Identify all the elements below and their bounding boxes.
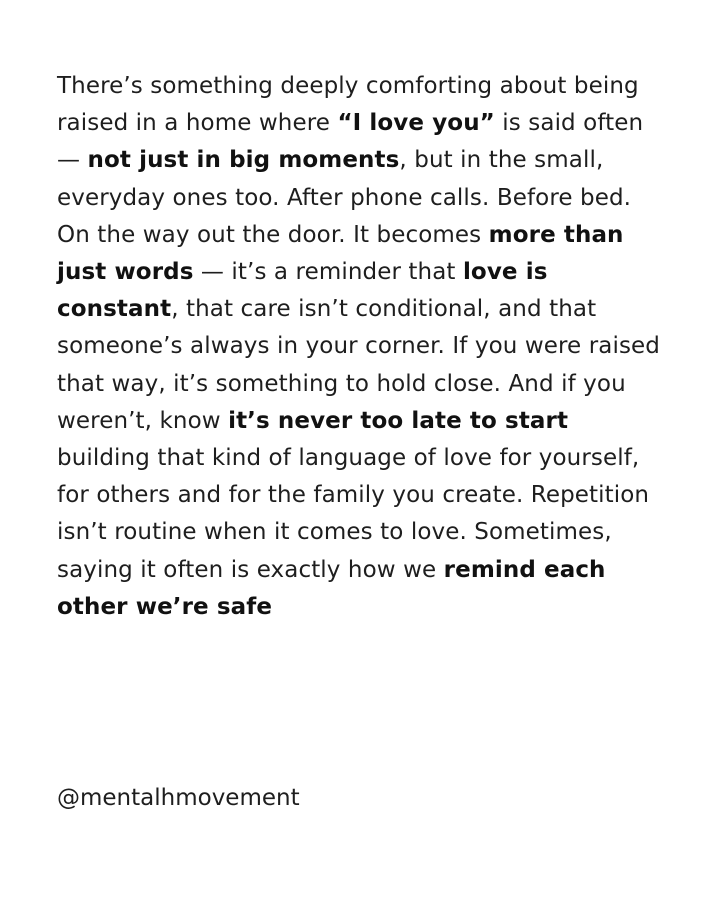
body-segment: There’s something deeply comforting about being raised in a home where	[57, 73, 639, 137]
emphasis-remind-each-other: remind each other we’re safe	[57, 556, 606, 620]
body-segment: building that kind of language of love for yourself, for others and for the family you create. Repetition isn’t routine when it comes to love. Sometimes, saying it often is exactly how we	[57, 445, 650, 583]
body-segment: , that care isn’t conditional, and that someone’s always in your corner. If you were raised that way, it’s something to hold close. And if you weren’t, know	[57, 296, 660, 434]
post-body-text	[57, 68, 667, 626]
emphasis-i-love-you: “I love you”	[337, 110, 495, 137]
emphasis-never-too-late: it’s never too late to start	[228, 407, 569, 434]
emphasis-love-is-constant: love is constant	[57, 259, 548, 323]
emphasis-big-moments: not just in big moments	[87, 147, 400, 174]
author-handle: @mentalhmovement	[57, 785, 300, 811]
emphasis-more-than-words: more than just words	[57, 221, 624, 286]
body-segment: , but in the small, everyday ones too. After phone calls. Before bed. On the way out the door. It becomes	[57, 147, 632, 248]
body-segment: — it’s a reminder that	[193, 259, 463, 286]
post-card	[57, 68, 667, 626]
body-segment: is said often —	[57, 110, 644, 174]
